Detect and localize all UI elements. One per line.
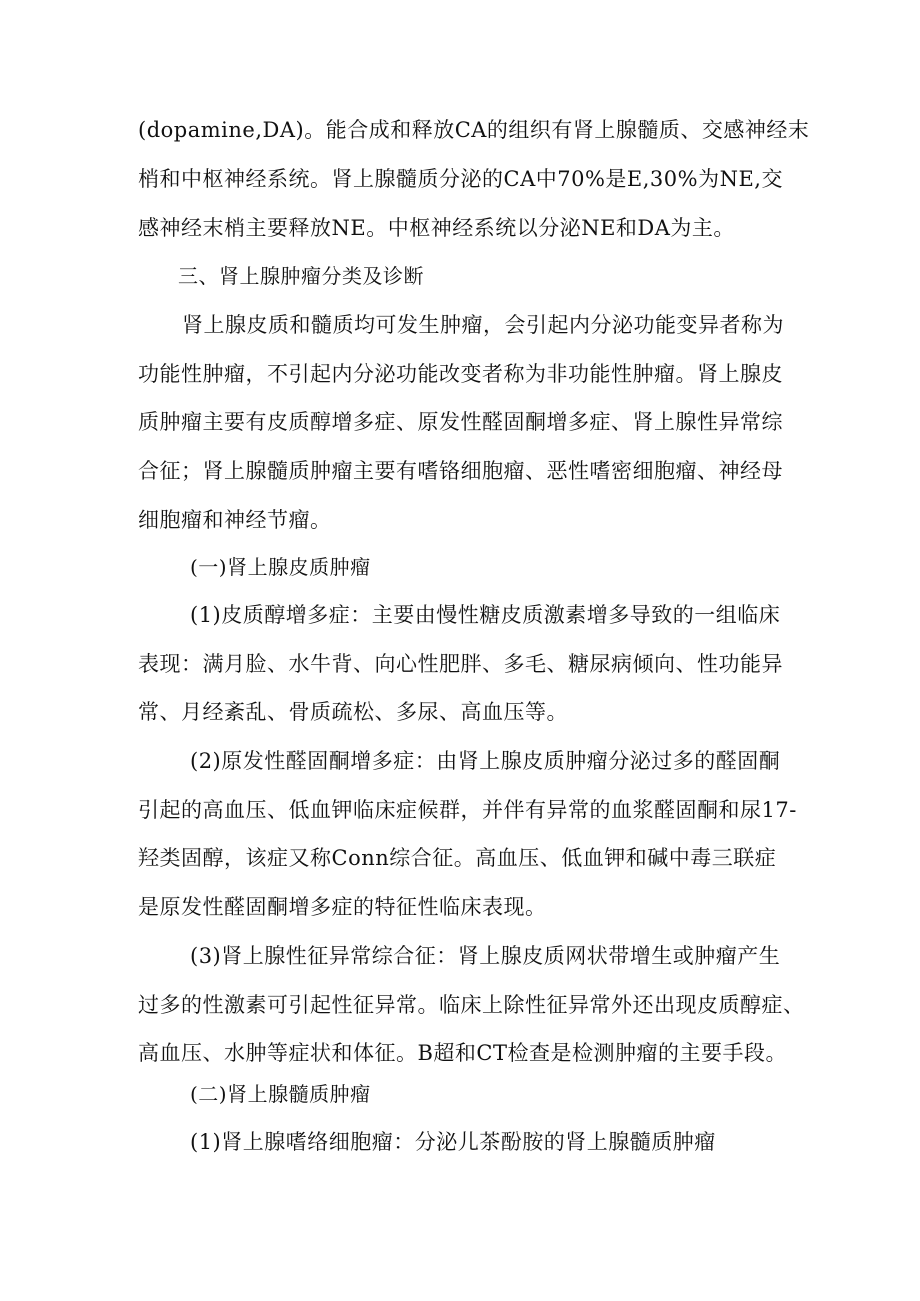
- text-line: 梢和中枢神经系统。肾上腺髓质分泌的CA中70%是E,30%为NE,交: [138, 167, 783, 191]
- text-line: 引起的高血压、低血钾临床症候群，并伴有异常的血浆醛固酮和尿17-: [138, 798, 797, 822]
- text-line: 过多的性激素可引起性征异常。临床上除性征异常外还出现皮质醇症、: [138, 993, 805, 1017]
- text-line: (1)肾上腺嗜络细胞瘤：分泌儿茶酚胺的肾上腺髓质肿瘤: [190, 1130, 716, 1154]
- text-line: 表现：满月脸、水牛背、向心性肥胖、多毛、糖尿病倾向、性功能异: [138, 652, 783, 676]
- text-line: 是原发性醛固酮增多症的特征性临床表现。: [138, 895, 547, 919]
- text-line: 常、月经紊乱、骨质疏松、多尿、高血压等。: [138, 700, 568, 724]
- text-line: (2)原发性醛固酮增多症：由肾上腺皮质肿瘤分泌过多的醛固酮: [190, 749, 781, 773]
- subsection-heading: (二)肾上腺髓质肿瘤: [190, 1082, 371, 1106]
- text-line: 功能性肿瘤，不引起内分泌功能改变者称为非功能性肿瘤。肾上腺皮: [138, 362, 783, 386]
- text-line: (dopamine,DA)。能合成和释放CA的组织有肾上腺髓质、交感神经末: [138, 118, 810, 142]
- text-line: 细胞瘤和神经节瘤。: [138, 508, 332, 532]
- text-line: 感神经末梢主要释放NE。中枢神经系统以分泌NE和DA为主。: [138, 216, 735, 240]
- text-line: 肾上腺皮质和髓质均可发生肿瘤，会引起内分泌功能变异者称为: [182, 313, 784, 337]
- text-line: 高血压、水肿等症状和体征。B超和CT检查是检测肿瘤的主要手段。: [138, 1041, 788, 1065]
- text-line: (3)肾上腺性征异常综合征：肾上腺皮质网状带增生或肿瘤产生: [190, 944, 781, 968]
- section-heading: 三、肾上腺肿瘤分类及诊断: [178, 264, 424, 288]
- text-line: 合征；肾上腺髓质肿瘤主要有嗜铬细胞瘤、恶性嗜密细胞瘤、神经母: [138, 459, 783, 483]
- subsection-heading: (一)肾上腺皮质肿瘤: [190, 555, 371, 579]
- text-line: 羟类固醇，该症又称Conn综合征。高血压、低血钾和碱中毒三联症: [138, 846, 777, 870]
- text-line: (1)皮质醇增多症：主要由慢性糖皮质激素增多导致的一组临床: [190, 603, 781, 627]
- text-line: 质肿瘤主要有皮质醇增多症、原发性醛固酮增多症、肾上腺性异常综: [138, 410, 783, 434]
